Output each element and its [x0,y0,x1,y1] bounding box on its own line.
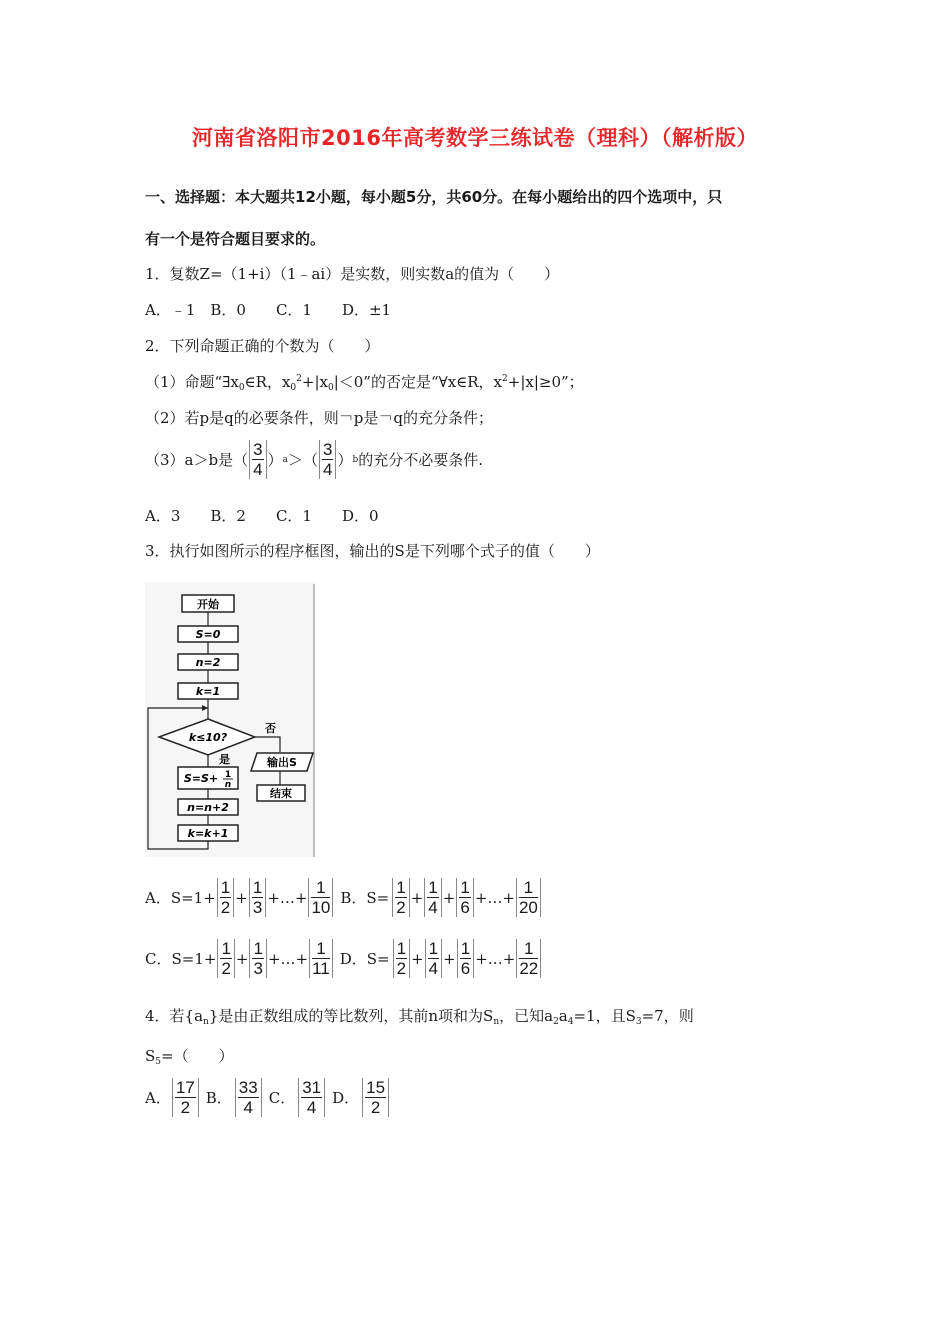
fraction: $\frac{3}{4}$ [249,440,266,479]
q1-options: A．﹣1 B．0 C．1 D．±1 [145,301,392,319]
q4-stem-line2: $S_5=$（ ） [145,1047,234,1067]
q3-options-row-1: A．S=1+ $\frac{1}{2}$ + $\frac{1}{3}$ +…+ $\frac{1}{10}$ B．S= $\frac{1}{2}$ + $\frac{1}{4}$ + $\frac{1}{6}$ +…+ $\frac{1}{20}$ [145,878,542,917]
fraction: $\frac{1}{22}$ [516,939,541,978]
page-title: 河南省洛阳市2016年高考数学三练试卷（理科）（解析版） [192,126,758,150]
fraction: $\frac{1}{3}$ [249,939,266,978]
fraction: $\frac{31}{4}$ [298,1078,325,1117]
flow-output-label: 输出S [267,756,297,769]
fraction: $\frac{1}{11}$ [309,939,333,978]
fraction: $\frac{3}{4}$ [319,440,336,479]
fraction: $\frac{33}{4}$ [235,1078,262,1117]
q2-options: A．3 B．2 C．1 D．0 [145,507,379,525]
fraction: $\frac{1}{2}$ [393,939,410,978]
q2-statement-2: （2）若p是q的必要条件，则￢p是￢q的充分条件； [145,409,493,427]
flow-update-n-label: n=n+2 [187,801,229,814]
flow-init-n-label: n=2 [195,656,221,669]
q1-stem: 1．复数Z=（1+i）（1﹣ai）是实数，则实数a的值为（ ） [145,265,560,283]
fraction: $\frac{1}{10}$ [308,878,333,917]
fraction: $\frac{17}{2}$ [172,1078,199,1117]
flow-update-s-numerator: 1 [224,770,232,780]
q2-statement-1: （1）命题“$\exists x_0\in R$，$x_0^2+|x_0|<0$”的否定是“∀x∈R，$x^2+|x|\ge 0$”； [145,373,584,393]
fraction: $\frac{1}{3}$ [249,878,266,917]
q3-options-row-2: C．S=1+ $\frac{1}{2}$ + $\frac{1}{3}$ +…+ $\frac{1}{11}$ D．S= $\frac{1}{2}$ + $\frac{1}{4}$ + $\frac{1}{6}$ +…+ $\frac{1}{22}$ [145,939,542,978]
fraction: $\frac{1}{4}$ [424,878,441,917]
flow-yes-label: 是 [219,753,230,766]
flow-condition-label: k≤10? [188,731,228,744]
fraction: $\frac{1}{20}$ [516,878,541,917]
fraction: $\frac{1}{2}$ [217,878,234,917]
fraction: $\frac{1}{2}$ [392,878,409,917]
section-heading-line2: 有一个是符合题目要求的。 [145,230,326,248]
fraction: $\frac{15}{2}$ [362,1078,389,1117]
fraction: $\frac{1}{4}$ [425,939,442,978]
flow-init-s-label: S=0 [195,628,221,641]
fraction: $\frac{1}{2}$ [217,939,234,978]
fraction: $\frac{1}{6}$ [456,878,473,917]
q2-statement-3: （3）a＞b是（ $\frac{3}{4}$ ） a ＞（ $\frac{3}{4}$ ） b 的充分不必要条件. [145,440,483,479]
q4-options: A． $\frac{17}{2}$ B． $\frac{33}{4}$ C． $\frac{31}{4}$ D． $\frac{15}{2}$ [145,1078,390,1117]
q4-stem: 4．若$\{a_n\}$是由正数组成的等比数列，其前n项和为$S_n$，已知$a_2a_4=1$，且$S_3=7$，则 [145,1007,694,1027]
fraction: $\frac{1}{6}$ [457,939,474,978]
flow-update-k-label: k=k+1 [187,827,229,840]
flow-start-label: 开始 [197,598,219,611]
q2-stem: 2．下列命题正确的个数为（ ） [145,337,380,355]
flow-update-s-label: S=S+ [183,772,219,785]
q3-stem: 3．执行如图所示的程序框图，输出的S是下列哪个式子的值（ ） [145,542,600,560]
flow-end-label: 结束 [270,787,292,800]
flow-update-s-denominator: n [224,780,232,790]
flowchart [145,582,320,857]
section-heading-line1: 一、选择题：本大题共12小题，每小题5分，共60分。在每小题给出的四个选项中，只 [145,188,723,206]
flow-no-label: 否 [265,722,276,735]
flow-init-k-label: k=1 [195,685,221,698]
